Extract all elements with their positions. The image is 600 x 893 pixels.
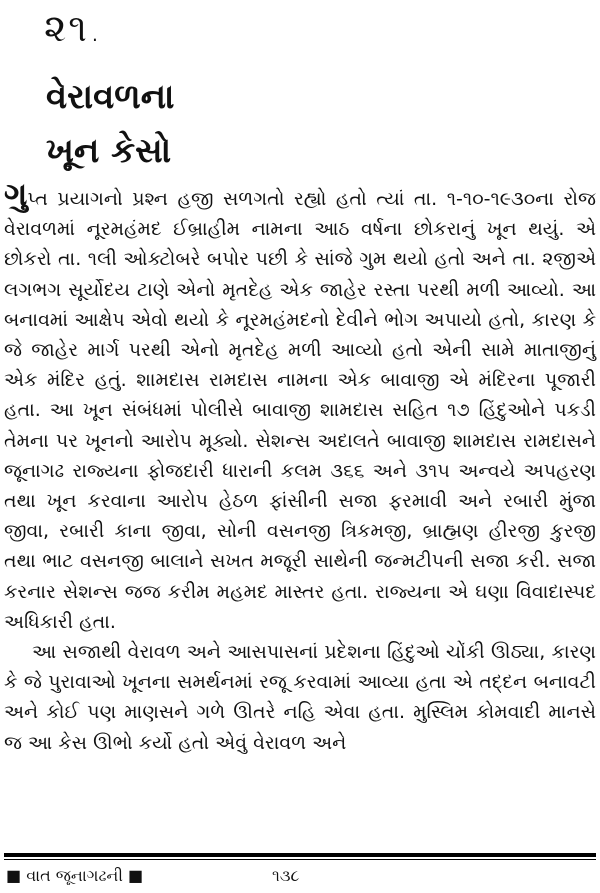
page-number: ૧૩૮	[272, 866, 300, 885]
footer-book-title: ■ વાત જૂનાગઢની ■	[6, 866, 144, 885]
body-text	[4, 175, 596, 758]
chapter-number: ૨૧.	[44, 6, 104, 50]
dropcap: ગુ	[4, 175, 28, 213]
paragraph-2: આ સજાથી વેરાવળ અને આસપાસનાં પ્રદેશના હિંદુઓ ચોંકી ઊઠ્યા, કારણ કે જે પુરાવાઓ ખૂનના સમર્થનમાં રજૂ કરવામાં આવ્યા હતા એ તદ્દન બનાવટી અને કોઈ પણ માણસને ગળે ઊતરે નહિ એવા હતા. મુસ્લિમ કોમવાદી માનસે જ આ કેસ ઊભો કર્યો હતો એવું વેરાવળ અને	[4, 641, 596, 754]
paragraph-1	[4, 175, 596, 637]
page-footer	[4, 866, 596, 890]
chapter-title-line2: ખૂન કેસો	[46, 131, 172, 171]
footer-rule-thick	[4, 853, 596, 857]
paragraph-1-text: પ્ત પ્રયાગનો પ્રશ્ન હજી સળગતો રહ્યો હતો ત્યાં તા. ૧-૧૦-૧૯૩૦ના રોજ વેરાવળમાં નૂરમહંમદ ઈબ્રાહીમ નામના આઠ વર્ષના છોકરાનું ખૂન થયું. એ છોકરો તા. ૧લી ઓક્ટોબરે બપોર પછી કે સાંજે ગુમ થયો હતો અને તા. ૨જીએ લગભગ સૂર્યોદય ટાણે એનો મૃતદેહ એક જાહેર રસ્તા પરથી મળી આવ્યો. આ બનાવમાં આક્ષેપ એવો થયો કે નૂરમહંમદનો દેવીને ભોગ અપાયો હતો, કારણ કે જે જાહેર માર્ગ પરથી એનો મૃતદેહ મળી આવ્યો હતો એની સામે માતાજીનું એક મંદિર હતું. શામદાસ રામદાસ નામના એક બાવાજી એ મંદિરના પૂજારી હતા. આ ખૂન સંબંધમાં પોલીસે બાવાજી શામદાસ સહિત ૧૭ હિંદુઓને પકડી તેમના પર ખૂનનો આરોપ મૂક્યો. સેશન્સ અદાલતે બાવાજી શામદાસ રામદાસને જૂનાગઢ રાજ્યના ફોજદારી ધારાની કલમ ૩૬૬ અને ૩૧૫ અન્વયે અપહરણ તથા ખૂન કરવાના આરોપ હેઠળ ફાંસીની સજા ફરમાવી અને રબારી મુંજા જીવા, રબારી કાના જીવા, સોની વસનજી ત્રિકમજી, બ્રાહ્મણ હીરજી કુરજી તથા ભાટ વસનજી બાલાને સખત મજૂરી સાથેની જન્મટીપની સજા કરી. સજા કરનાર સેશન્સ જજ કરીમ મહમદ માસ્તર હતા. રાજ્યના એ ઘણા વિવાદાસ્પદ અધિકારી હતા.	[4, 188, 596, 633]
chapter-title-line1: વેરાવળના	[46, 77, 175, 117]
footer-rule-thin	[4, 859, 596, 860]
chapter-title	[46, 70, 174, 178]
